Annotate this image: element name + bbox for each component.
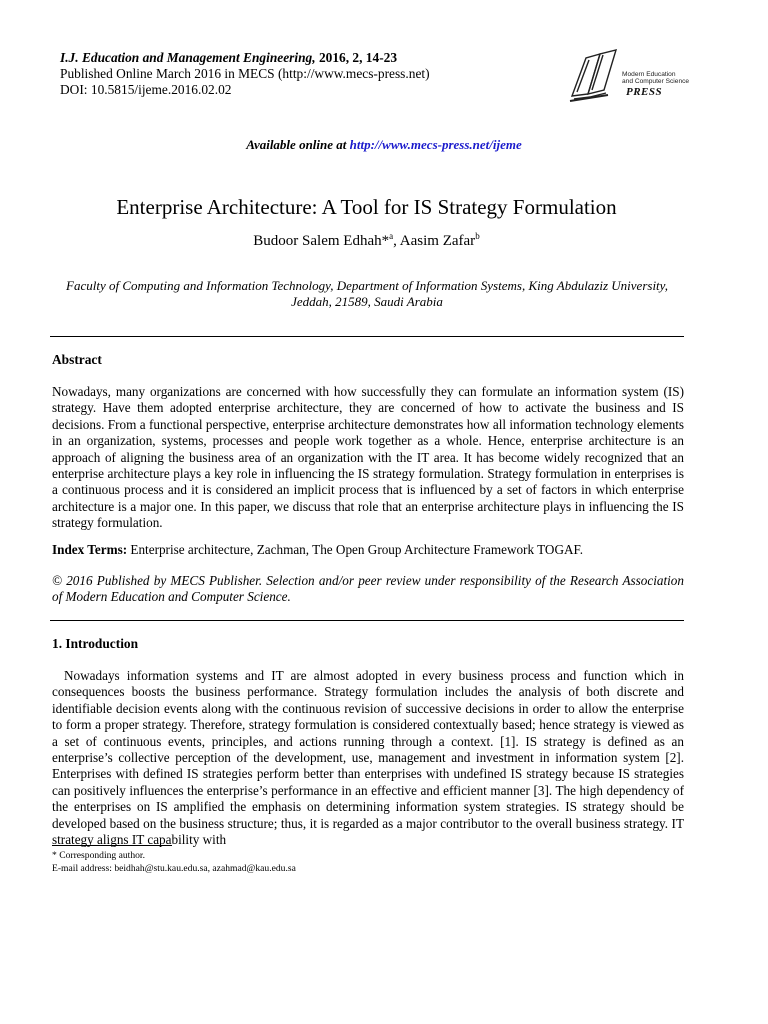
index-terms-text: Enterprise architecture, Zachman, The Open Group Architecture Framework TOGAF. (127, 542, 584, 557)
available-online (0, 137, 768, 153)
author-name: Budoor Salem Edhah* (253, 233, 390, 249)
abstract-text: Nowadays, many organizations are concerned with how successfully they can formulate an information system (IS) strategy. Have them adopted enterprise architecture, they are concerned of how to activate the business and IS decisions. From a functional perspective, enterprise architecture demonstrates how all information technology elements in an organization, systems, processes and people work together as a whole. Hence, enterprise architecture is an approach of aligning the business area of an organization with the IT area. It has become widely recognized that an enterprise architecture plays a key role in influencing the IS strategy formulation. Strategy formulation in enterprises is a continuous process and it is considered an implicit process that is influenced by a set of factors in which enterprise architecture is a major one. In this paper, we discuss that role that an enterprise architecture plays in influencing the IS strategy formulation. (52, 384, 684, 531)
introduction-heading: 1. Introduction (52, 636, 139, 651)
abstract-heading: Abstract (52, 352, 102, 367)
journal-url-link[interactable]: http://www.mecs-press.net/ijeme (349, 137, 522, 152)
doi-line: DOI: 10.5815/ijeme.2016.02.02 (60, 82, 232, 97)
available-prefix: Available online at (246, 137, 350, 152)
author-affil-mark: b (475, 231, 480, 241)
author-list (0, 231, 733, 250)
published-line: Published Online March 2016 in MECS (http://www.mecs-press.net) (60, 66, 430, 81)
author-name: , Aasim Zafar (393, 233, 476, 249)
index-terms-label: Index Terms: (52, 542, 128, 557)
email-footnote: E-mail address: beidhah@stu.kau.edu.sa, azahmad@kau.edu.sa (52, 863, 296, 874)
journal-issue: 2016, 2, 14-23 (315, 50, 398, 65)
paper-title: Enterprise Architecture: A Tool for IS Strategy Formulation (116, 195, 617, 219)
logo-press: PRESS (626, 86, 663, 98)
index-terms (52, 542, 684, 558)
corresponding-author-note: * Corresponding author. (52, 850, 145, 861)
divider (50, 336, 684, 337)
logo-text: Modern Education and Computer Science (622, 71, 690, 85)
affiliation: Faculty of Computing and Information Technology, Department of Information Systems, King Abdulaziz University, Jeddah, 21589, Saudi Arabia (66, 278, 668, 309)
divider (50, 620, 684, 621)
copyright-notice: © 2016 Published by MECS Publisher. Selection and/or peer review under responsibility of the Research Association of Modern Education and Computer Science. (52, 573, 684, 605)
journal-citation (60, 50, 520, 66)
publisher-logo (566, 46, 696, 104)
footnote-divider (52, 845, 172, 846)
journal-name: I.J. Education and Management Engineering, (60, 50, 316, 65)
introduction-text: Nowadays information systems and IT are almost adopted in every business process and function which in consequences boosts the business performance. Strategy formulation includes the analysis of both discrete and identifiable decision events along with the continuous revision of successive decisions in order to allow the enterprise to form a proper strategy. Therefore, strategy formulation is considered contextually based; hence strategy is viewed as a set of continuous events, principles, and actions running through a context. [1]. IS strategy is defined as an enterprise’s collective perception of the development, use, management and investment in information system [2]. Enterprises with defined IS strategies perform better than enterprises with undefined IS strategy because IS strategies can positively influences the enterprise’s performance in an effective and efficient manner [3]. The high dependency of the enterprises on IS amplified the emphasis on determining information system strategies. IS strategy should be developed based on the business structure; thus, it is regarded as a major contributor to the overall business strategy. IT strategy aligns IT capability with (52, 668, 684, 848)
journal-header (60, 50, 520, 98)
author-affil-mark: a (389, 231, 394, 241)
